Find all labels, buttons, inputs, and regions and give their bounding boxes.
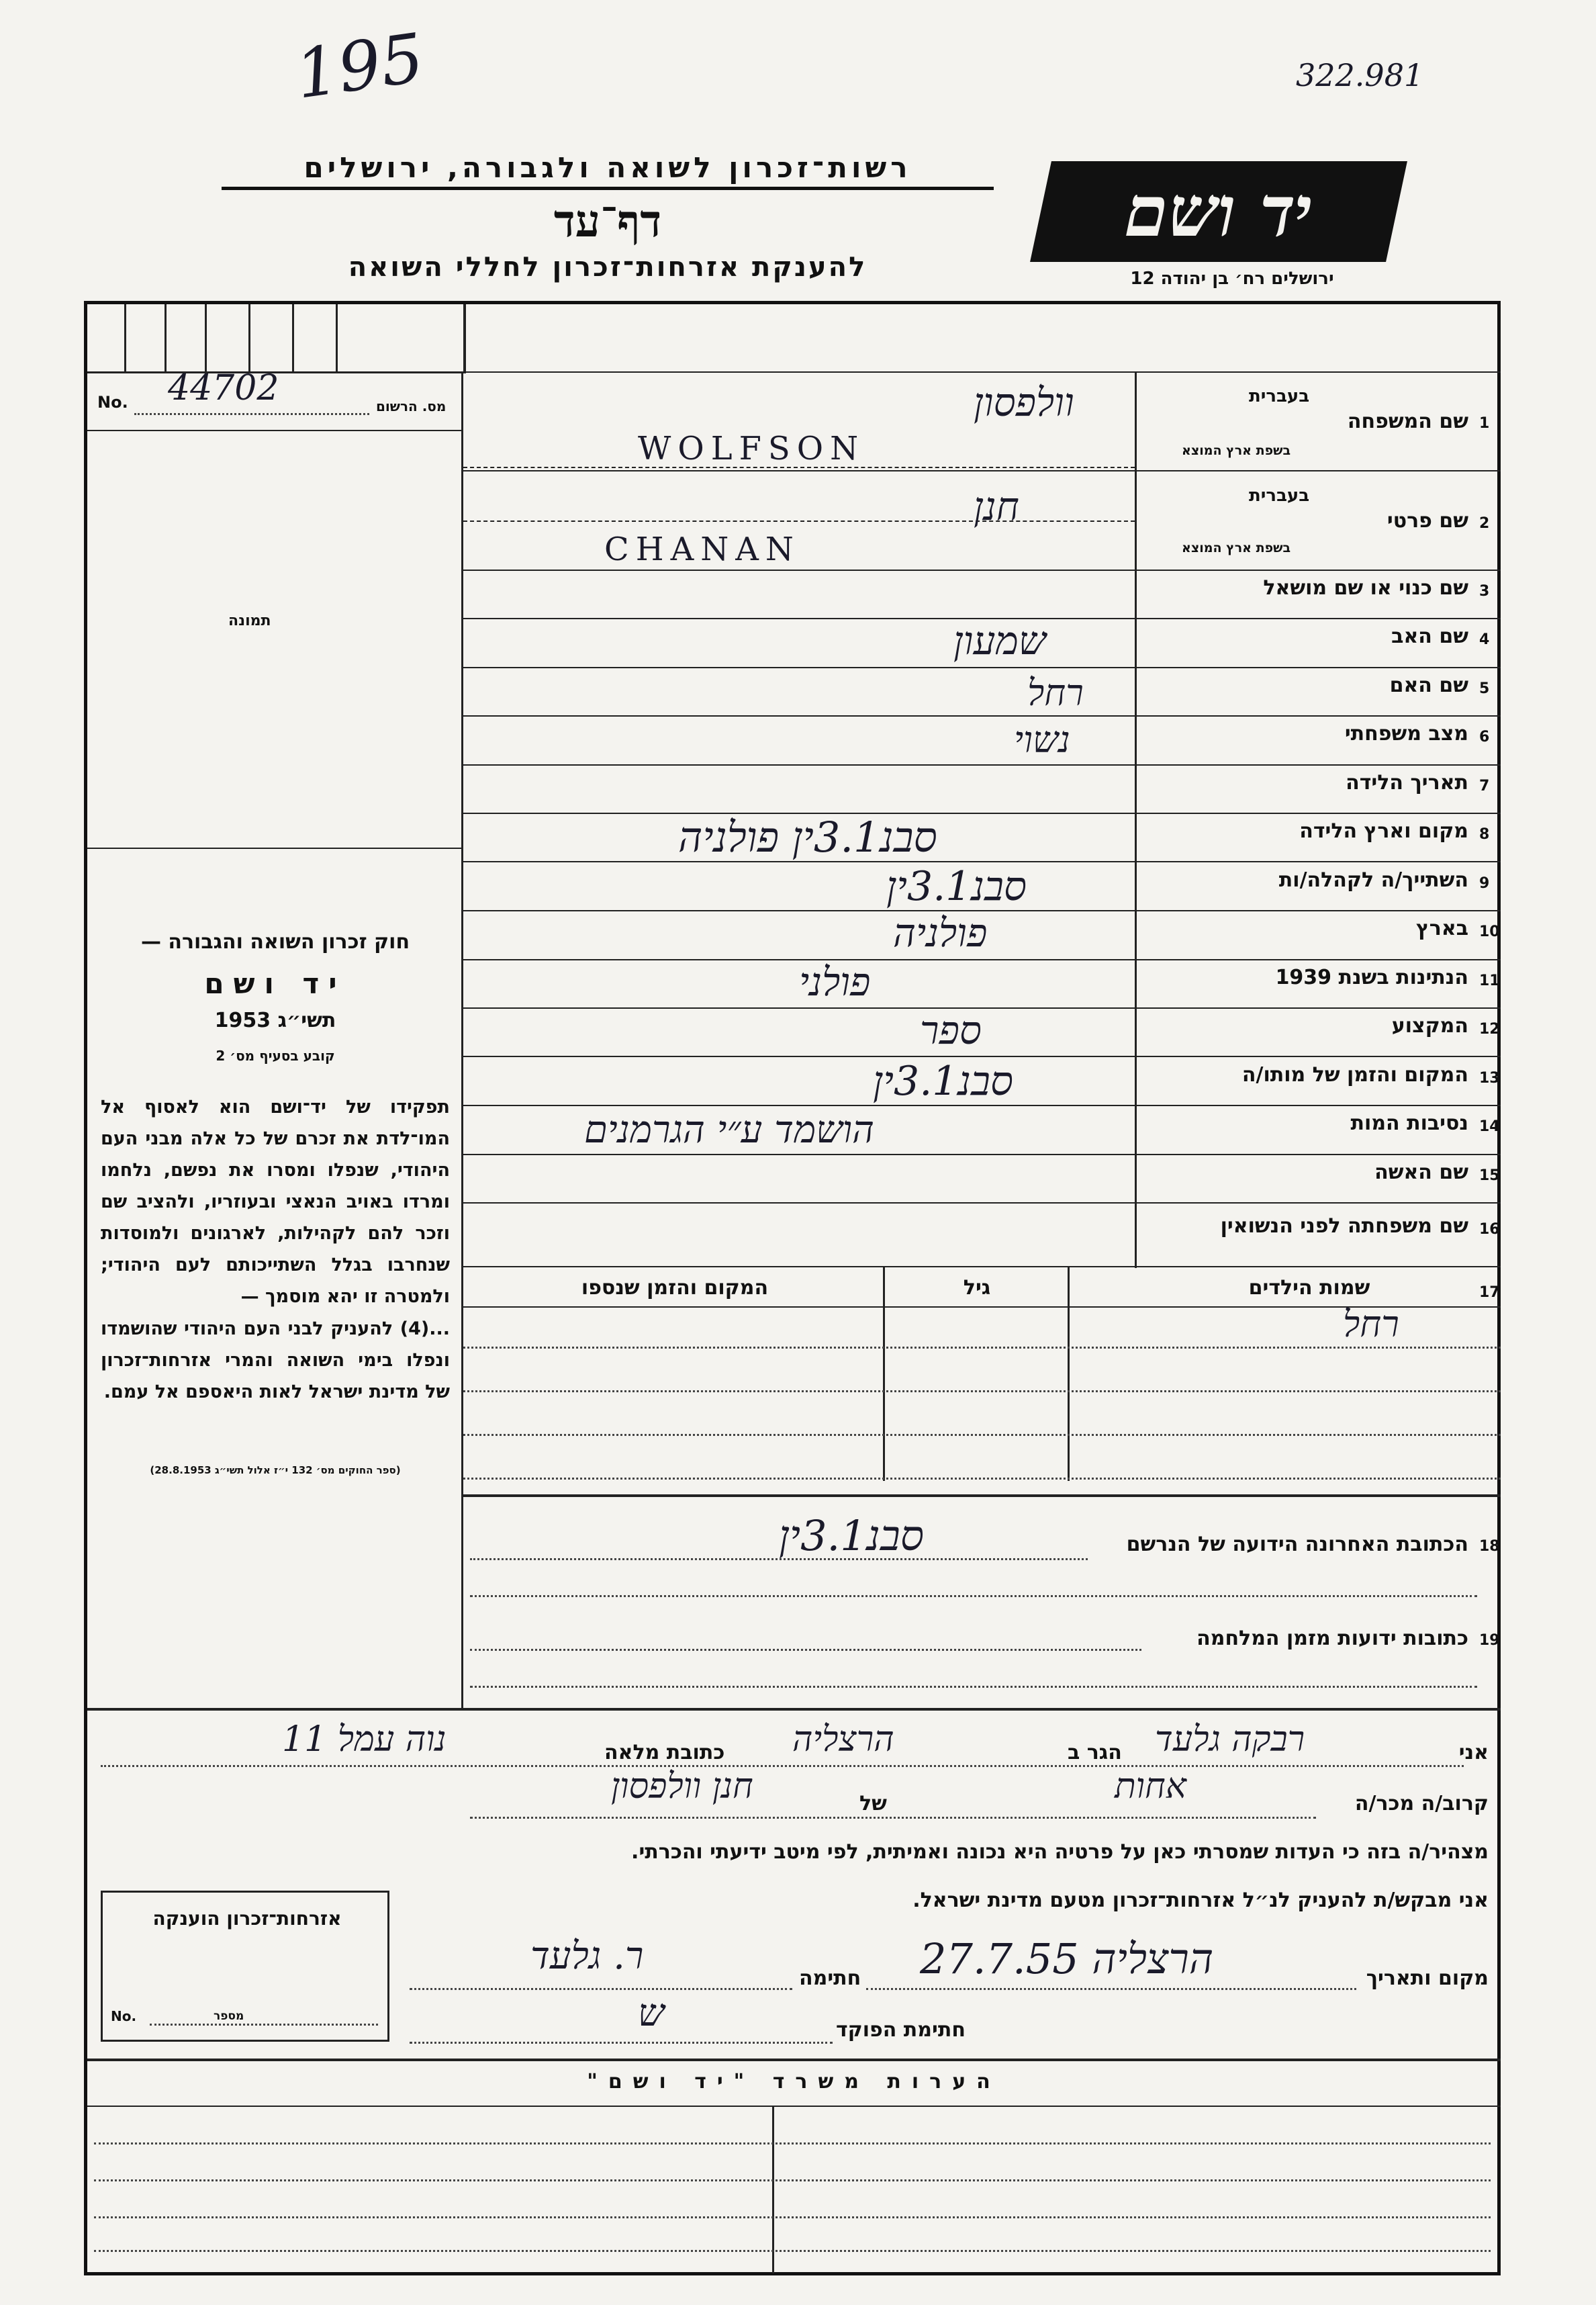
field-6-value: נשוי: [1014, 719, 1070, 761]
place-date-label: מקום ותאריך: [1366, 1967, 1489, 1990]
declaration-address-value: נוה עמל 11: [282, 1719, 447, 1760]
field-2-origin-tag: בשפת ארץ המוצא: [1182, 541, 1291, 555]
children-number: 17: [1479, 1284, 1500, 1301]
field-2-value: חנן: [974, 484, 1019, 529]
declaration-statement-1: מצהיר/ה בזה כי העדות שמסרתי כאן על פרטיה היא נכונה ואמיתית, לפי מיטב ידיעתי והכרתי.: [631, 1840, 1489, 1864]
photo-label: תמונה: [228, 613, 271, 629]
field-11-number: 11: [1479, 973, 1500, 989]
field-16-number: 16: [1479, 1221, 1500, 1238]
field-13-number: 13: [1479, 1070, 1500, 1087]
field-5-value: רחל: [1027, 672, 1084, 714]
field-10-value: פולניה: [893, 910, 988, 956]
logo-address: ירושלים רח׳ בן יהודה 12: [1130, 269, 1334, 289]
field-2-label: שם פרטי: [1387, 509, 1468, 533]
field-9-number: 9: [1479, 875, 1490, 892]
citizenship-box-number-label: מספר: [214, 2009, 244, 2023]
field-6-label: מצב משפחתי: [1344, 722, 1468, 745]
law-year: תשי״ג 1953: [214, 1009, 336, 1032]
address-18-label: הכתובת האחרונה הידועה של הנרשם: [1126, 1533, 1468, 1556]
registration-no-prefix: No.: [97, 393, 128, 412]
field-8-number: 8: [1479, 826, 1490, 843]
field-1-label: שם המשפחה: [1347, 410, 1468, 433]
form-title: דף־עד: [553, 195, 662, 247]
field-4-label: שם האב: [1391, 625, 1468, 648]
law-paragraph-2: ...(4) להעניק לבני העם היהודי שהושמדו ונפלו בימי השואה והמרי אזרחות־זכרון של מדינת ישראל לאות היאספם אל עמם.: [101, 1318, 450, 1402]
declaration-of-label: של: [859, 1792, 887, 1815]
law-citation: (ספר החוקים מס׳ 132 י״ז אלול תשי״ג 28.8.1953): [150, 1464, 401, 1476]
field-13-value: סבנ3.1ין: [873, 1058, 1014, 1105]
form-subtitle: להענקת אזרחות־זכרון לחללי השואה: [348, 252, 867, 283]
citizenship-granted-box: [101, 1891, 389, 2042]
field-15-number: 15: [1479, 1167, 1500, 1184]
field-14-label: נסיבות המות: [1350, 1112, 1468, 1135]
address-19-label: כתובות ידועות מזמן המלחמה: [1196, 1627, 1468, 1650]
declaration-i-value: רבקה גלעד: [1155, 1719, 1305, 1760]
declaration-relative-label: קרוב/ה מכר/ה: [1354, 1792, 1489, 1815]
field-5-label: שם האם: [1389, 674, 1468, 697]
field-3-label: שם כנוי או שם מושאל: [1263, 576, 1468, 600]
field-4-number: 4: [1479, 631, 1490, 648]
field-1-value: וולפסון: [974, 379, 1074, 425]
field-9-label: השתייך/ה לקהלה/ות: [1278, 868, 1468, 892]
field-9-value: סבנ3.1ין: [886, 863, 1027, 910]
field-6-number: 6: [1479, 729, 1490, 745]
field-15-label: שם האשה: [1374, 1161, 1468, 1184]
declaration-relative-value: אחות: [1115, 1766, 1186, 1807]
children-col-age: גיל: [963, 1276, 991, 1300]
registration-number: 44702: [168, 368, 279, 408]
children-col-place: המקום והזמן שנספו: [581, 1276, 769, 1300]
field-16-label: שם משפחתה לפני הנשואין: [1220, 1214, 1468, 1238]
field-2-value-origin: CHANAN: [604, 531, 800, 568]
field-10-number: 10: [1479, 923, 1500, 940]
yad-vashem-logo: יד ושם: [1030, 161, 1407, 262]
field-11-value: פולני: [799, 959, 871, 1005]
officer-signature-label: חתימת הפוקד: [836, 2018, 966, 2042]
declaration-address-label: כתובת מלאה: [604, 1741, 725, 1764]
field-7-number: 7: [1479, 778, 1490, 795]
field-7-label: תאריך הלידה: [1346, 771, 1468, 795]
field-2-hebrew-tag: בעברית: [1249, 486, 1310, 506]
field-3-number: 3: [1479, 583, 1490, 600]
digit-boxes: [87, 304, 466, 373]
field-11-label: הנתינות בשנת 1939: [1275, 966, 1468, 989]
field-8-label: מקום וארץ הלידה: [1299, 819, 1468, 843]
field-14-number: 14: [1479, 1118, 1500, 1135]
field-10-label: בארץ: [1415, 917, 1468, 940]
field-1-origin-tag: בשפת ארץ המוצא: [1182, 443, 1291, 458]
law-name: יד ושם: [204, 967, 346, 1000]
office-notes-title: הערות משרד "יד ושם": [587, 2070, 1001, 2093]
declaration-resides-value: הרצליה: [792, 1719, 894, 1760]
law-paragraph-1: תפקידו של יד־ושם הוא לאסוף אל המו־לדת את זכרם של כל אלה מבני העם היהודי, שנפלו ומסרו את נפשם, נלחמו ומרדו באויב הנאצי ובעוזריו, ולהציב שם וזכר להם לקהילות, לארגונים ולמוסדות שנחרבו בגלל השתייכותם לעם היהודי; ולמטרה זו יהא מוסמך —: [101, 1097, 450, 1307]
field-1-number: 1: [1479, 415, 1490, 432]
address-18-number: 18: [1479, 1538, 1500, 1555]
field-12-number: 12: [1479, 1021, 1500, 1038]
field-12-value: ספר: [920, 1007, 982, 1053]
signature-value: ר. גלעד: [530, 1934, 644, 1978]
place-date-value: 27.7.55 הרצליה: [920, 1934, 1214, 1983]
document-number: 322.981: [1296, 57, 1424, 93]
child-1-name: רחל: [1343, 1303, 1399, 1345]
declaration-statement-2: אני מבקש/ת להעניק לנ״ל אזרחות־זכרון מטעם מדינת ישראל.: [912, 1889, 1489, 1912]
authority-line: רשות־זכרון לשואה ולגבורה, ירושלים: [222, 151, 994, 190]
children-col-names: שמות הילדים: [1248, 1276, 1370, 1300]
declaration-of-value: חנן וולפסון: [611, 1766, 753, 1807]
declaration-resides-label: הגר ב: [1068, 1741, 1122, 1764]
field-4-value: שמעון: [953, 618, 1046, 664]
law-title: חוק זכרון השואה והגבורה —: [140, 930, 410, 954]
field-1-hebrew-tag: בעברית: [1249, 386, 1310, 406]
citizenship-box-title: אזרחות־זכרון הוענקה: [152, 1907, 342, 1930]
address-19-number: 19: [1479, 1632, 1500, 1649]
field-8-value: סבנ3.1ין פולניה: [678, 813, 937, 862]
law-section: קובע בסעיף מס׳ 2: [216, 1048, 335, 1064]
officer-signature-value: ש: [638, 1991, 665, 2035]
field-1-value-origin: WOLFSON: [638, 430, 865, 467]
citizenship-box-no: No.: [111, 2008, 137, 2024]
field-13-label: המקום והזמן של מותו/ה: [1241, 1063, 1468, 1087]
declaration-i-label: אני: [1458, 1741, 1489, 1764]
field-12-label: המקצוע: [1391, 1014, 1468, 1038]
handwritten-folder-number: 195: [290, 18, 429, 114]
field-5-number: 5: [1479, 680, 1490, 697]
registration-label: מס. הרשום: [376, 398, 447, 414]
address-18-value: סבנ3.1ין: [779, 1511, 924, 1560]
field-2-number: 2: [1479, 515, 1490, 532]
signature-label: חתימה: [799, 1967, 861, 1990]
field-14-value: הושמד ע״י הגרמנים: [584, 1108, 874, 1152]
